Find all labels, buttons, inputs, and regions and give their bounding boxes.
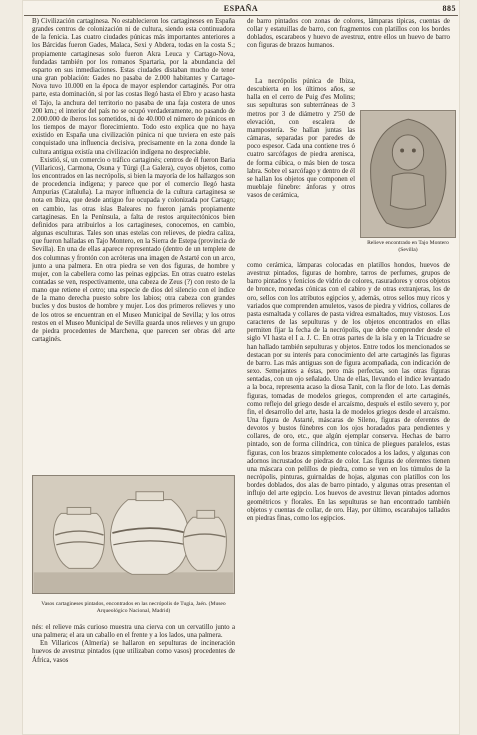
running-title: ESPAÑA [223,4,259,13]
relief-image [360,110,456,238]
right-column-wrap [247,78,355,254]
header-rule [24,15,458,16]
paragraph: nés: el relieve más curioso muestra una cierva con un cervatillo junto a una palmera; el ara un caballo en el frente y a los lados, una palmera. [32,624,235,640]
right-column-top [247,18,450,76]
right-column-bottom [247,262,450,726]
paragraph: como cerámica, lámparas colocadas en platillos hondos, huevos de avestruz pintados, figuras de hombre, tarros de perfumes, grupos de barro pintados y fenicios de vidrio de colores, rasuradores y otros objetos de bronce, monedas cónicas con el cabiro y de otras extranjeras, los de oro, sellos con los atributos egipcios y, además, otros sellos muy ricos y variados que comprenden amuletos, vasos de piedra y vidrios, collares de pasta esmaltada y collares de pasta vidrea esmaltados, muy vistosos. Los caracteres de las sepulturas y de los objetos encontrados en ellas permiten fijar la fecha de la necrópolis, que debe comprender desde el siglo VI hasta el I a. J. C. En otras partes de la isla y en la Tricuadre se han hallado también sepulturas y objetos. Entre todos los mencionados se destacan por su interés para conocimiento del arte cartaginés las figuras de barro. Las más antiguas son de figura acompañada, con indicación de sexo. Semejantes a éstas, pero más perfectas, son las otras figuras sentadas, con un ojo señalado. Una de ellas, llevando el índice levantado a la boca, representa acaso la diosa Tanit, con la flor de loto. Las demás figuras, tomadas de modelos griegos, comprenden el arte cartaginés, como reflejo del griego desde el arcaísmo, después el estilo severo y, por fin, el desarrollo del arte, hasta la de modelos griegos desde el arcaísmo. Una figura de Astarté, máscaras de Sileno, figuras de oferentes de devotos y bustos fúnebres con los ojos horadados para pendientes y collares, de oro, etc., que algún ejemplar conserva. Hechas de barro pintado, son de forma cilíndrica, con túnica de pliegues paralelos, estas figuras, con los brazos simplemente colocados a los lados, y algunas con adornos incrustados de piedras de color. Las figuras de oferentes tienen una máscara con pelillos de piedra, como se ven en los túmulos de la necrópolis, pinturas, guirnaldas de hojas, algunas con platillos con los bordes doblados, dos alas de barro pintado, y algunas otras presentan el influjo del arte egipcio. Los huevos de avestruz llevan pintados adornos geométricos y florales. En las sepulturas se han encontrado también objetos y cuentas de collar, de oro. Hay, por último, escarabajos tallados en piedras finas, como los egipcios. [247,262,450,522]
vases-caption: Vasos cartagineses pintados, encontrados en las necrópolis de Tugia, Jaén. (Museo Arqueológico Nacional, Madrid) [41,601,226,614]
paragraph: de barro pintados con zonas de colores, lámparas típicas, cuentas de collar y estatuillas de barro, con fragmentos con platillos con los bordes doblados, escarabeos y huevo de avestruz, entre ellos un huevo de barro con figuras de brazos humanos. [247,18,450,50]
left-column-top [32,18,235,473]
left-column-bottom [32,624,235,724]
relief-figure [360,110,456,256]
paragraph: Existió, sí, un comercio o tráfico cartaginés; centros de él fueron Baria (Villaricos), Carmona, Osuna y Túrgi (La Galera), cuyos objetos, como los encontrados en las necrópolis, si bien la mayoría de los hallazgos son de procedencia indígena; y parece que por el comercio llegó hasta Ampurias (Cataluña). La mayor influencia de la cultura cartaginesa se nota en Ibiza, que desde antiguo fue ocupada y colonizada por Cartago; en cambio, las otras islas Baleares no fueron jamás propiamente cartaginesas. En la Península, a falta de restos arquitectónicos bien definidos para atribuirlos a los cartagineses, conocemos, en cambio, algunas esculturas. Tales son unas estelas con relieves, de piedra caliza, que fueron halladas en Tajo Montero, en la Sierra de Estepa (provincia de Sevilla). En una de ellas aparece representado (dentro de un templete de dos columnas y frontón con acróteras una imagen de Astarté con un arco, junto a una palmera. En otra piedra se ven dos figuras, de hombre y mujer, con la cabellera como las peinas egipcias. En otras cuatro estelas contadas se ven, respectivamente, una cabeza de Zeus (?) con resto de la mano que retiene el cetro; una especie de dios del silencio con el índice de la mano derecha puesto sobre los labios; otra cabeza con grandes bucles y dos bustos de hombre y mujer. Los dos primeros relieves y uno de los otros se encuentran en el Museo Municipal de Sevilla; y los otros restos en el Museo Municipal de Sevilla guarda unos relieves y un grupo de piedra procedentes de Marchena, que parecen ser obras del arte cartaginés. [32,156,235,344]
page [22,0,460,735]
page-number: 885 [442,4,456,13]
paragraph: En Villaricos (Almería) se hallaron en sepulturas de incineración huevos de avestruz pintados (que utilizaban como vasos) procedentes de África, vasos [32,640,235,664]
vases-figure [32,475,235,620]
relief-caption: Relieve encontrado en Tajo Montero (Sevilla) [367,240,449,253]
vases-image [32,475,235,594]
paragraph: B) Civilización cartaginesa. No establecieron los cartagineses en España grandes centros de colonización ni de cultura, siendo esta continuadora de la fenicia. Las cuatro ciudades púnicas más importantes anteriores a los Bárcidas fueron Gades, Malaca, Sexi y Abdera, todas en la costa S.; propiamente cartaginesas solo fueron Akra Leuca y Cartago-Nova, fundadas también por los romanos Spartaria, por la abundancia del esparto en sus inmediaciones. Estas ciudades distaban mucho de tener una gran población: Gades no pasaba de 2.000 habitantes y Cartago-Nova tuvo 10.000 en la época de mayor esplendor cartaginés. Por otra parte, esta dominación, si por las costas llegó hasta el Ebro y acaso hasta el Tajo, la anchura del territorio no pasaba de una faja costera de unos 200 km.; el interior del país no se ocupó verdaderamente, no pasando de 2.000.000 de íberos los sometidos, ni de 40.000 el número de púnicos en los tiempos de mayor florecimiento. Todo esto explica que no haya existido en España una civilización púnica ni que tuviera en este país conquistado una influencia decisiva, precisamente en la zona donde la cultura antigua existía una civilización indígena no despreciable. [32,18,235,156]
paragraph: La necrópolis púnica de Ibiza, descubierta en los últimos años, se halla en el cerro de Puig d'es Molins; sus sepulturas son subterráneas de 3 metros por 3 de diámetro y 2'50 de elevación, con escalera de mampostería. Se hallan juntas las cámaras, separadas por paredes de poco espesor. Cada una contiene tres ó cuatro sarcófagos de piedra arenisca, de forma cúbica, o más bien de tosca labra. Sobre el sarcófago y dentro de él se hallan los objetos que componen el mueblaje fúnebre: ánforas y otros vasos de cerámica, [247,78,355,200]
